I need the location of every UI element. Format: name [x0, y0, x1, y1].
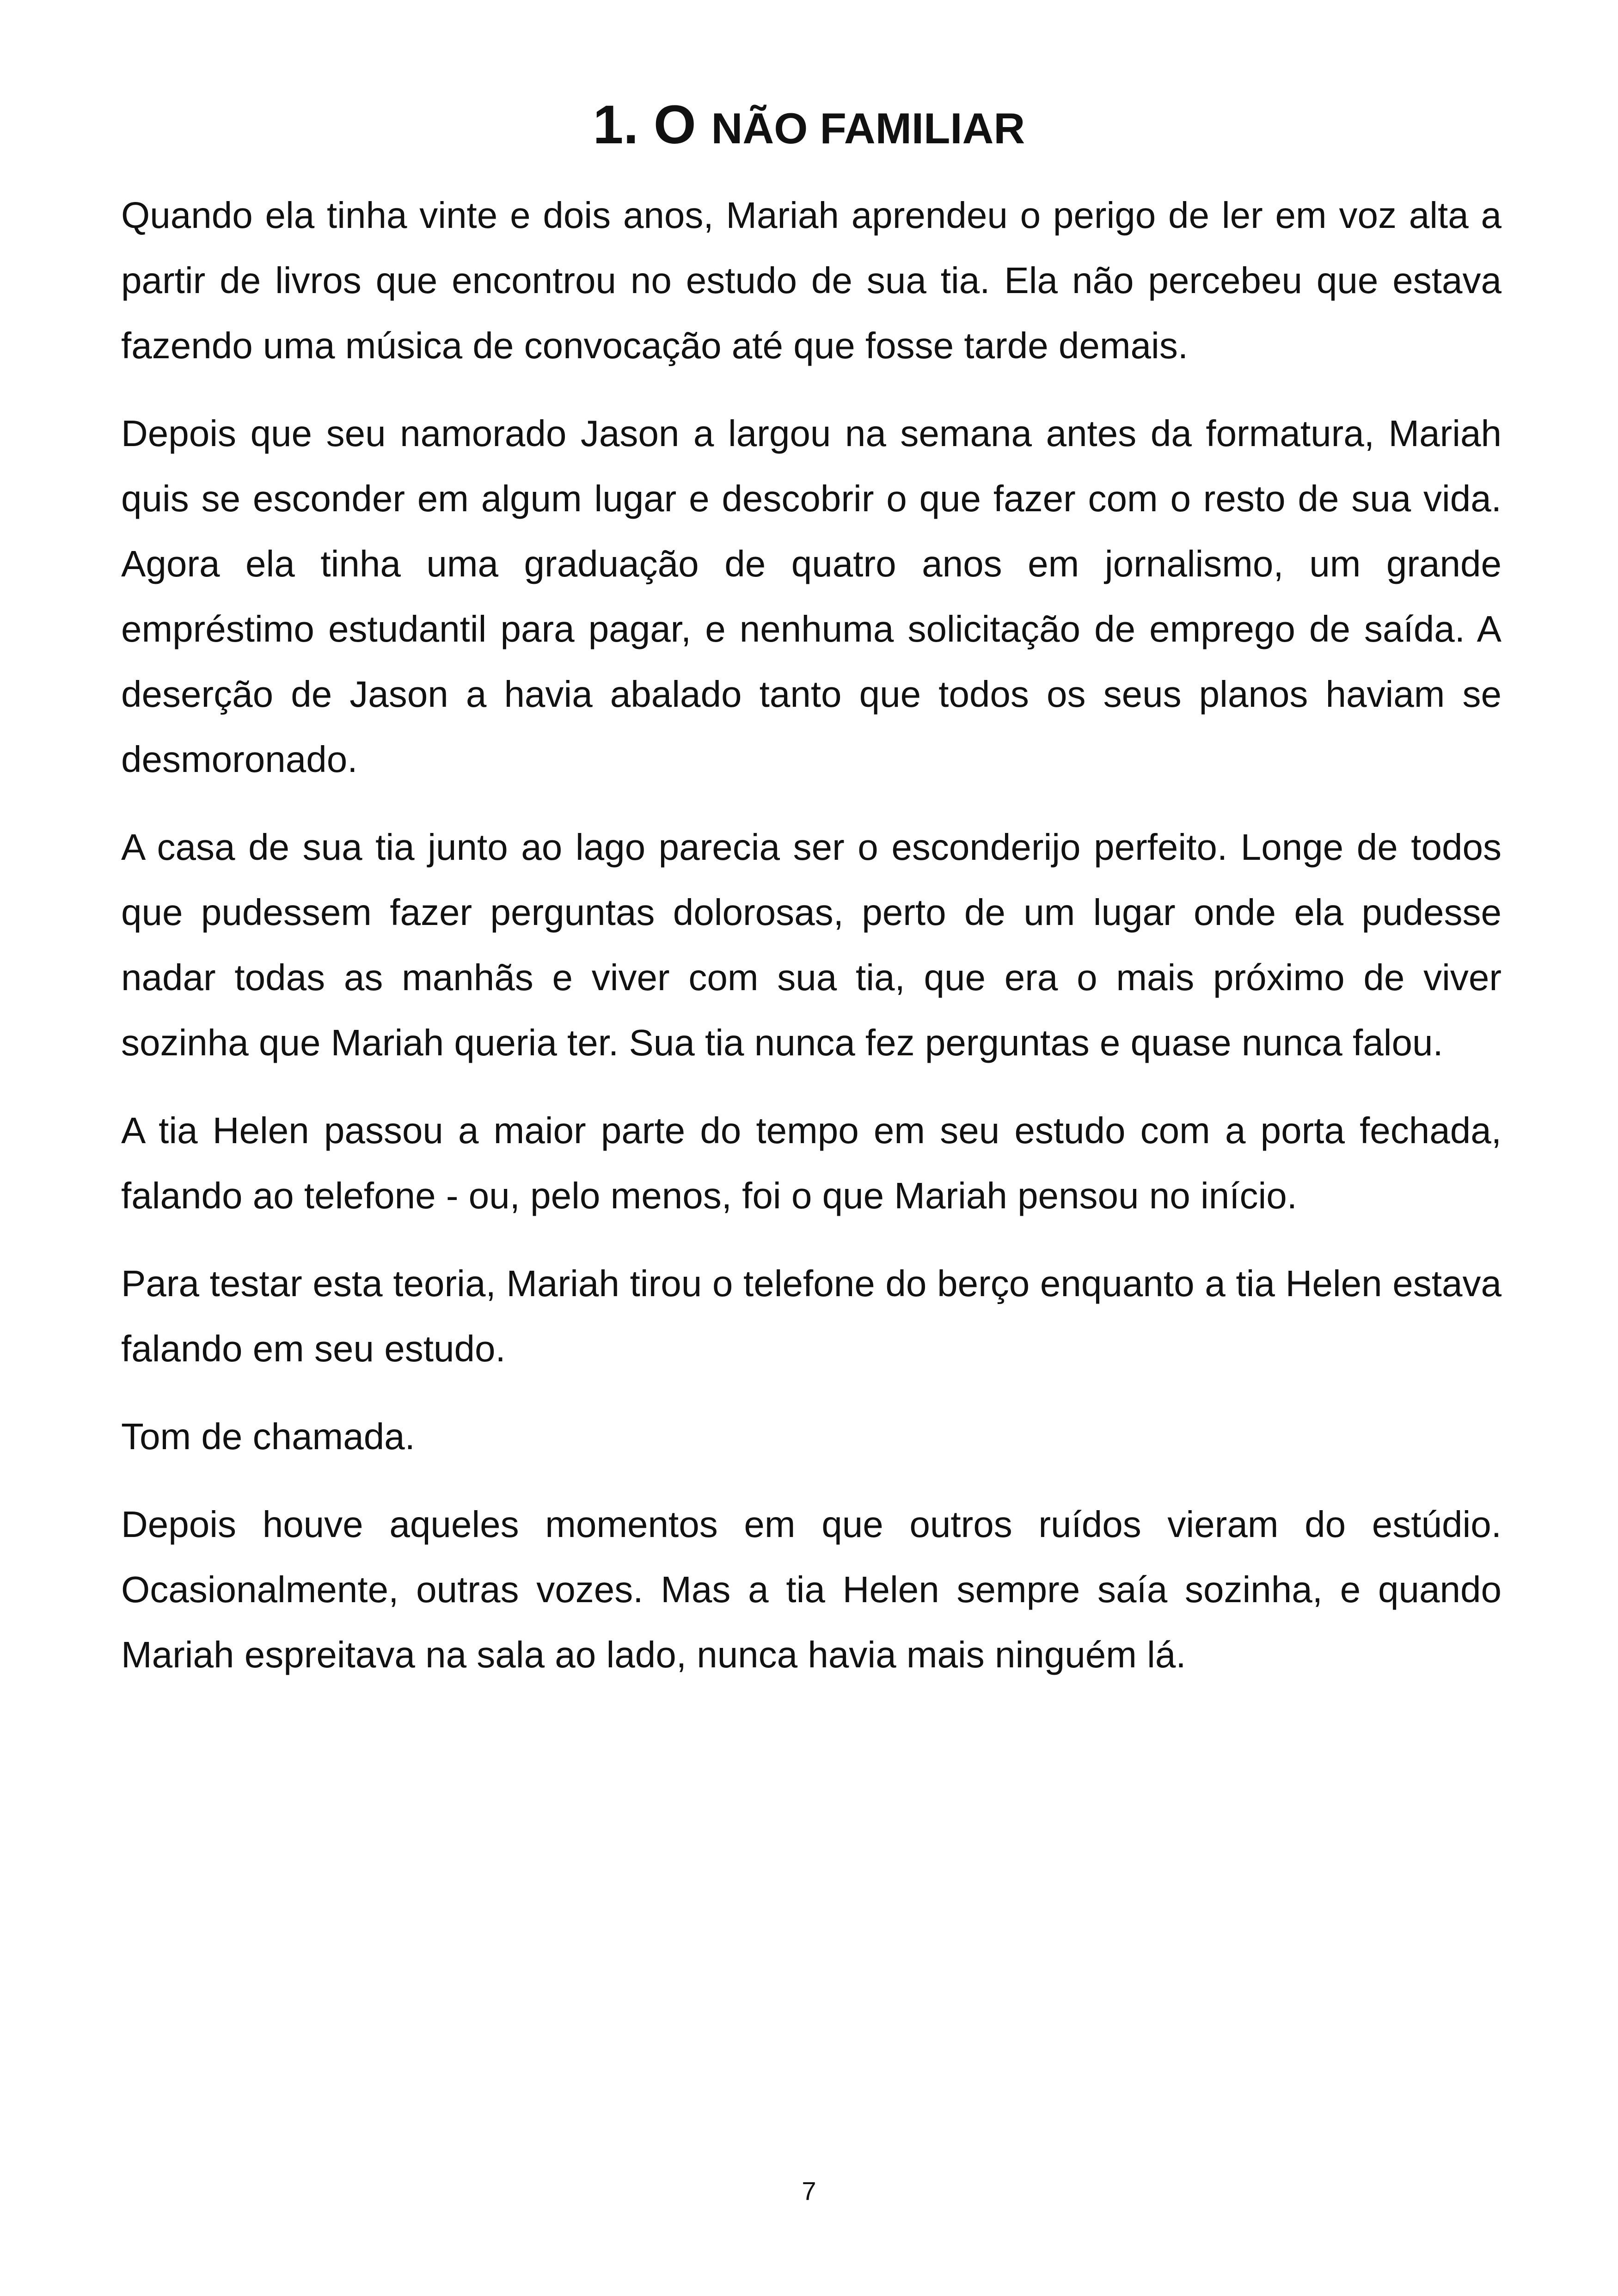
chapter-title [0, 90, 1618, 163]
page-number: 7 [802, 2176, 816, 2205]
paragraph: Para testar esta teoria, Mariah tirou o telefone do berço enquanto a tia Helen estava falando em seu estudo. [121, 1263, 1502, 1369]
chapter-title-smallcaps: NÃO FAMILIAR [711, 104, 1025, 153]
paragraph: Quando ela tinha vinte e dois anos, Mariah aprendeu o perigo de ler em voz alta a partir de livros que encontrou no estudo de sua tia. Ela não percebeu que estava fazendo uma música de convocação até que fosse tarde demais. [121, 195, 1502, 366]
chapter-number: 1. O [593, 94, 696, 155]
paragraph: Depois houve aqueles momentos em que outros ruídos vieram do estúdio. Ocasionalmente, outras vozes. Mas a tia Helen sempre saía sozinha, e quando Mariah espreitava na sala ao lado, nunca havia mais ninguém lá. [121, 1504, 1502, 1675]
paragraph: A tia Helen passou a maior parte do tempo em seu estudo com a porta fechada, falando ao telefone - ou, pelo menos, foi o que Mariah pensou no início. [121, 1110, 1502, 1216]
paragraph: A casa de sua tia junto ao lago parecia ser o esconderijo perfeito. Longe de todos que pudessem fazer perguntas dolorosas, perto de um lugar onde ela pudesse nadar todas as manhãs e viver com sua tia, que era o mais próximo de viver sozinha que Mariah queria ter. Sua tia nunca fez perguntas e quase nunca falou. [121, 827, 1502, 1063]
paragraph: Tom de chamada. [121, 1416, 415, 1457]
paragraph: Depois que seu namorado Jason a largou na semana antes da formatura, Mariah quis se esconder em algum lugar e descobrir o que fazer com o resto de sua vida. Agora ela tinha uma graduação de quatro anos em jornalismo, um grande empréstimo estudantil para pagar, e nenhuma solicitação de emprego de saída. A deserção de Jason a havia abalado tanto que todos os seus planos haviam se desmoronado. [121, 413, 1502, 780]
chapter-body [121, 183, 1502, 1710]
